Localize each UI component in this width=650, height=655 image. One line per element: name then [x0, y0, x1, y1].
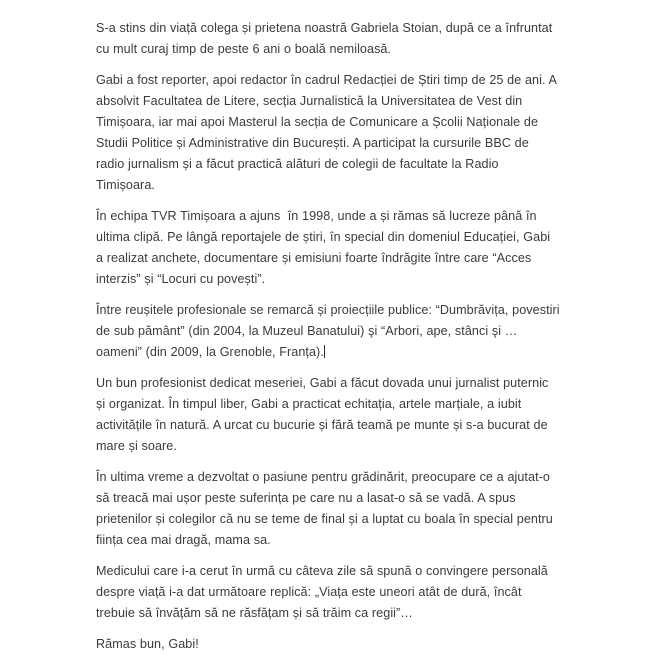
- paragraph-intro: S-a stins din viață colega și prietena noastră Gabriela Stoian, după ce a înfruntat cu mult curaj timp de peste 6 ani o boală nemiloasă.: [96, 21, 557, 56]
- paragraph-public-projections: [96, 300, 564, 363]
- paragraph-doctor-quote: Medicului care i-a cerut în urmă cu câteva zile să spună o convingere personală despre viață i-a dat următoare replică: „Viața este uneori atât de dură, încât trebuie să învățăm să ne răsfățam și să trăim ca regii”…: [96, 564, 552, 620]
- paragraph-professional-personal: Un bun profesionist dedicat meseriei, Gabi a făcut dovada unui jurnalist puternic și organizat. În timpul liber, Gabi a practicat echitația, artele marțiale, a iubit activitățile în natură. A urcat cu bucurie și fără teamă pe munte și s-a bucurat de mare și soare.: [96, 376, 553, 453]
- paragraph-farewell: Rămas bun, Gabi!: [96, 637, 199, 651]
- paragraph-career-education: Gabi a fost reporter, apoi redactor în cadrul Redacției de Știri timp de 25 de ani. A absolvit Facultatea de Litere, secția Jurnalistică la Universitatea de Vest din Timișoara, iar mai apoi Masterul la secția de Comunicare a Școlii Naționale de Studii Politice și Administrative din București. A participat la cursurile BBC de radio jurnalism și a făcut practică alături de colegii de facultate la Radio Timișoara.: [96, 73, 561, 192]
- text-caret: [324, 345, 325, 358]
- paragraph-tvr-timisoara: În echipa TVR Timișoara a ajuns în 1998, unde a și rămas să lucreze până în ultima clipă. Pe lângă reportajele de știri, în special din domeniul Educației, Gabi a realizat anchete, documentare și emisiuni foarte îndrăgite între care “Acces interzis” și “Locuri cu povești”.: [96, 209, 554, 286]
- article-body[interactable]: [96, 18, 564, 655]
- paragraph-public-projections-text: Între reușitele profesionale se remarcă și proiecțiile publice: “Dumbrăvița, povestiri de sub pământ” (din 2004, la Muzeul Banatului) şi “Arbori, ape, stânci şi … oameni” (din 2009, la Grenoble, Franța).: [96, 303, 564, 359]
- paragraph-gardening-illness: În ultima vreme a dezvoltat o pasiune pentru grădinărit, preocupare ce a ajutat-o să treacă mai ușor peste suferința pe care nu a lasat-o să se vadă. A spus prietenilor și colegilor că nu se teme de final și a luptat cu boala în special pentru ființa cea mai dragă, mama sa.: [96, 470, 557, 547]
